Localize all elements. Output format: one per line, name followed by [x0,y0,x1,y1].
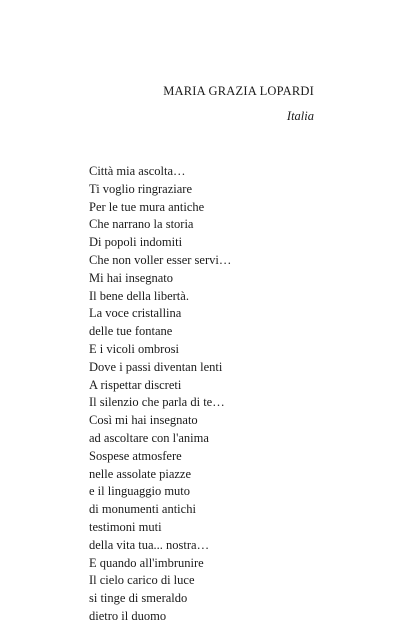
poem-line: E i vicoli ombrosi [89,341,179,356]
poem-line: La voce cristallina [89,306,182,321]
poem-line: Città mia ascolta… [89,164,186,178]
poem-line: Dove i passi diventan lenti [89,359,223,374]
poem-line: di monumenti antichi [89,502,196,517]
poem-line: Ti voglio ringraziare [89,181,192,196]
poem-line: A rispettar discreti [89,377,182,392]
poem-line: E quando all'imbrunire [89,555,204,570]
poem-line: Che non voller esser servi… [89,252,232,267]
poem-line: Che narrano la storia [89,217,194,232]
author-name: MARIA GRAZIA LOPARDI [163,84,314,98]
poem-line: nelle assolate piazze [89,466,192,481]
poem-line: Mi hai insegnato [89,270,174,285]
poem-line: delle tue fontane [89,324,173,339]
poem-line: Di popoli indomiti [89,235,183,250]
poem-line: della vita tua... nostra… [89,537,210,552]
poem-line: testimoni muti [89,519,162,534]
poem-line: Sospese atmosfere [89,448,182,463]
poem-body [89,163,231,626]
poem-line: dietro il duomo [89,608,167,623]
poem-line: Il silenzio che parla di te… [89,395,225,410]
poem-line: Per le tue mura antiche [89,199,205,214]
poem-line: ad ascoltare con l'anima [89,430,209,445]
poem-line: si tinge di smeraldo [89,591,188,606]
poem-line: e il linguaggio muto [89,484,191,499]
poem-line: Così mi hai insegnato [89,413,198,428]
poem-line: Il bene della libertà. [89,288,189,303]
poem-line: Il cielo carico di luce [89,573,195,588]
poem-title: Italia [286,109,314,123]
